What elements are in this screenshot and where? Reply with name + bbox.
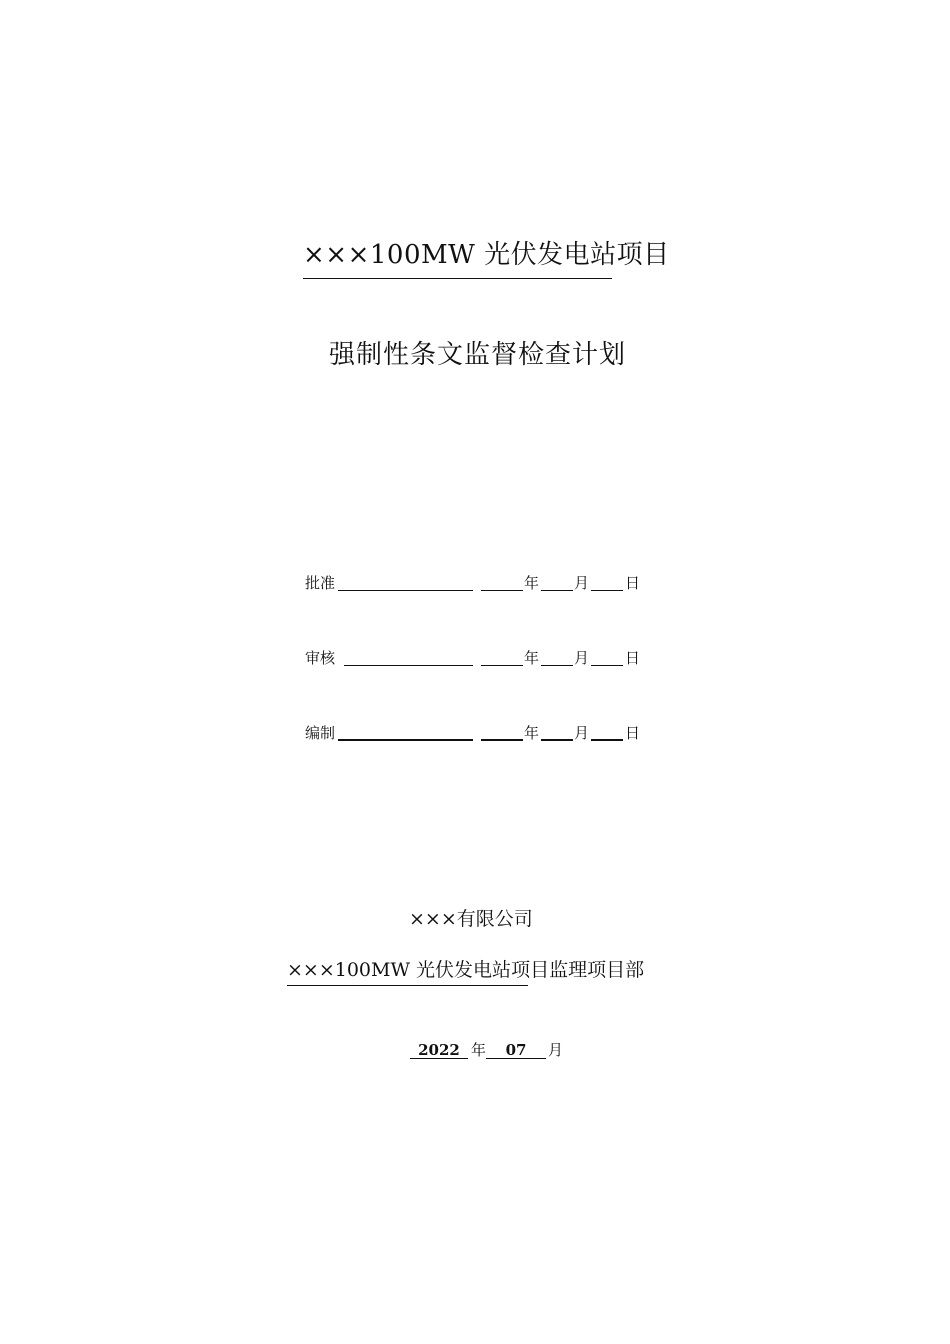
signature-label: 编制 — [305, 724, 336, 742]
day-unit: 日 — [625, 574, 641, 592]
name-blank-line — [338, 739, 473, 741]
month-blank-line — [541, 665, 573, 666]
year-blank-line — [481, 739, 523, 741]
company-name: ×××有限公司 — [409, 908, 533, 930]
month-unit: 月 — [548, 1041, 564, 1059]
month-unit: 月 — [574, 724, 590, 742]
department-name-underlined-part: ×××100MW 光伏发电站 — [287, 959, 512, 981]
signature-row-review — [305, 647, 665, 671]
month-blank-line — [541, 590, 573, 591]
name-blank-line — [338, 590, 473, 591]
day-blank-line — [591, 590, 623, 591]
signature-label: 审核 — [305, 649, 336, 667]
year-unit: 年 — [524, 649, 540, 667]
year-blank-line — [481, 665, 523, 666]
year-unit: 年 — [524, 574, 540, 592]
signature-row-compile — [305, 722, 665, 746]
day-unit: 日 — [625, 649, 641, 667]
signature-label: 批准 — [305, 574, 336, 592]
month-value: 07 — [505, 1041, 527, 1059]
month-unit: 月 — [574, 574, 590, 592]
department-name — [287, 957, 644, 983]
cover-date — [410, 1040, 570, 1062]
year-blank-line — [481, 590, 523, 591]
department-underline — [287, 985, 528, 986]
year-value: 2022 — [418, 1041, 460, 1059]
year-unit: 年 — [471, 1041, 487, 1059]
day-unit: 日 — [625, 724, 641, 742]
project-title-underline — [303, 278, 612, 279]
day-blank-line — [591, 739, 623, 741]
year-unit: 年 — [524, 724, 540, 742]
day-blank-line — [591, 665, 623, 666]
document-title: 强制性条文监督检查计划 — [329, 340, 627, 370]
signature-row-approve — [305, 572, 665, 596]
month-blank-line — [541, 739, 573, 741]
project-title: ×××100MW 光伏发电站项目 — [303, 240, 670, 270]
department-name-rest: 项目监理项目部 — [511, 959, 645, 981]
name-blank-line — [344, 665, 473, 666]
month-unit: 月 — [574, 649, 590, 667]
